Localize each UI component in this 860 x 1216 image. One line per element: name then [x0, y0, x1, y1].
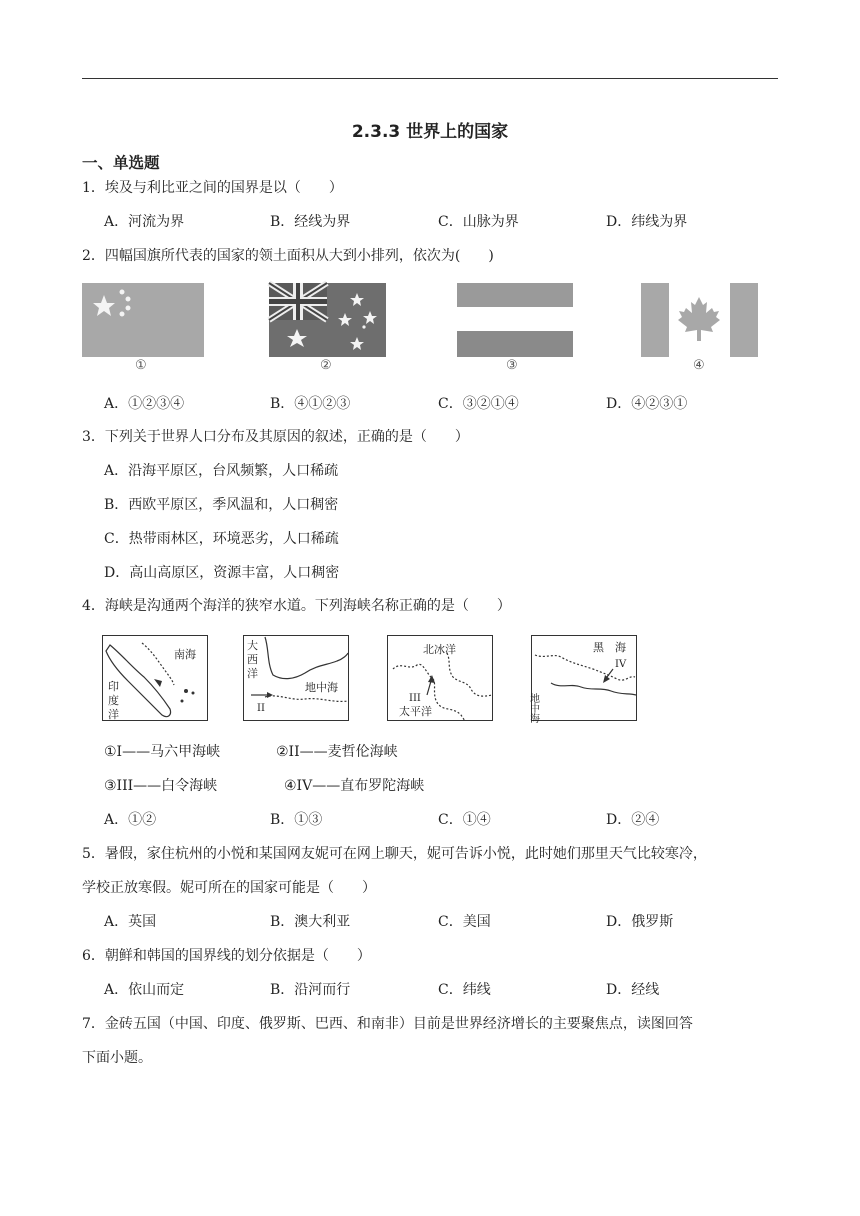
china-flag-image [82, 283, 204, 357]
q5-option-b[interactable]: B．澳大利亚 [270, 914, 351, 930]
svg-text:大: 大 [247, 639, 258, 652]
svg-text:洋: 洋 [108, 708, 119, 721]
flag-label-4: ④ [693, 358, 705, 373]
q6-option-a[interactable]: A．依山而定 [104, 982, 185, 998]
q3-option-c[interactable]: C．热带雨林区，环境恶劣，人口稀疏 [104, 531, 339, 547]
map-gibraltar-image [243, 635, 349, 721]
map-bering-image [387, 635, 493, 721]
svg-text:度: 度 [108, 694, 119, 707]
q6-option-d[interactable]: D．经线 [606, 982, 660, 998]
q5-option-a[interactable]: A．英国 [104, 914, 157, 930]
map3-ocean-label: 北冰洋 [423, 643, 456, 656]
question-5-stem-line2: 学校正放寒假。妮可所在的国家可能是（ ） [82, 880, 376, 896]
flag-label-3: ③ [506, 358, 518, 373]
question-2-stem: 2．四幅国旗所代表的国家的领土面积从大到小排列，依次为( ) [82, 248, 494, 264]
q2-option-b[interactable]: B．④①②③ [270, 396, 351, 412]
q1-option-b[interactable]: B．经线为界 [270, 214, 351, 230]
q6-option-c[interactable]: C．纬线 [438, 982, 491, 998]
q2-option-a[interactable]: A．①②③④ [104, 396, 185, 412]
question-5-stem-line1: 5．暑假，家住杭州的小悦和某国网友妮可在网上聊天，妮可告诉小悦，此时她们那里天气比较寒冷， [82, 846, 707, 862]
page-title: 2.3.3 世界上的国家 [351, 122, 509, 142]
q1-option-a[interactable]: A．河流为界 [104, 214, 185, 230]
australia-flag-image [269, 283, 386, 357]
svg-text:III: III [409, 693, 421, 704]
q5-option-c[interactable]: C．美国 [438, 914, 491, 930]
striped-flag-image [457, 283, 573, 357]
q4-statement-2: ②II——麦哲伦海峡 [276, 744, 398, 760]
q3-option-a[interactable]: A．沿海平原区，台风频繁，人口稀疏 [104, 463, 339, 479]
q4-statement-1: ①I——马六甲海峡 [104, 744, 221, 760]
flag-label-2: ② [320, 358, 332, 373]
q3-option-d[interactable]: D．高山高原区，资源丰富，人口稠密 [104, 565, 340, 581]
map4-med-label: 地中海 [527, 693, 539, 723]
question-3-stem: 3．下列关于世界人口分布及其原因的叙述，正确的是（ ） [82, 429, 469, 445]
q4-option-d[interactable]: D．②④ [606, 812, 660, 828]
question-7-stem-line2: 下面小题。 [82, 1050, 152, 1066]
question-4-stem: 4．海峡是沟通两个海洋的狭窄水道。下列海峡名称正确的是（ ） [82, 598, 511, 614]
question-6-stem: 6．朝鲜和韩国的国界线的划分依据是（ ） [82, 948, 371, 964]
q2-option-d[interactable]: D．④②③① [606, 396, 688, 412]
q4-option-b[interactable]: B．①③ [270, 812, 323, 828]
canada-flag-image [641, 283, 758, 357]
q4-statement-4: ④IV——直布罗陀海峡 [284, 778, 425, 794]
section-heading: 一、单选题 [82, 154, 160, 172]
question-1-stem: 1．埃及与利比亚之间的国界是以（ ） [82, 180, 343, 196]
q3-option-b[interactable]: B．西欧平原区，季风温和，人口稠密 [104, 497, 339, 513]
svg-text:西: 西 [247, 653, 258, 666]
q4-statement-3: ③III——白令海峡 [104, 778, 218, 794]
q4-option-a[interactable]: A．①② [104, 812, 157, 828]
map1-sea-label: 南海 [174, 648, 196, 661]
svg-text:印: 印 [108, 680, 119, 693]
header-rule [82, 78, 778, 79]
q6-option-b[interactable]: B．沿河而行 [270, 982, 351, 998]
svg-text:IV: IV [615, 659, 627, 670]
map2-sea-label: 地中海 [305, 681, 338, 694]
map-malacca-image [102, 635, 208, 721]
svg-text:II: II [257, 703, 265, 714]
q1-option-d[interactable]: D．纬线为界 [606, 214, 688, 230]
q2-option-c[interactable]: C．③②①④ [438, 396, 519, 412]
question-7-stem-line1: 7．金砖五国（中国、印度、俄罗斯、巴西、和南非）目前是世界经济增长的主要聚焦点，读图回答 [82, 1016, 693, 1032]
map4-black-sea-label: 黑 海 [593, 641, 626, 654]
svg-text:洋: 洋 [247, 667, 258, 680]
map3-pacific-label: 太平洋 [399, 705, 432, 718]
q1-option-c[interactable]: C．山脉为界 [438, 214, 519, 230]
map-black-sea-image [527, 635, 637, 723]
flag-label-1: ① [135, 358, 147, 373]
q5-option-d[interactable]: D．俄罗斯 [606, 914, 674, 930]
q4-option-c[interactable]: C．①④ [438, 812, 491, 828]
